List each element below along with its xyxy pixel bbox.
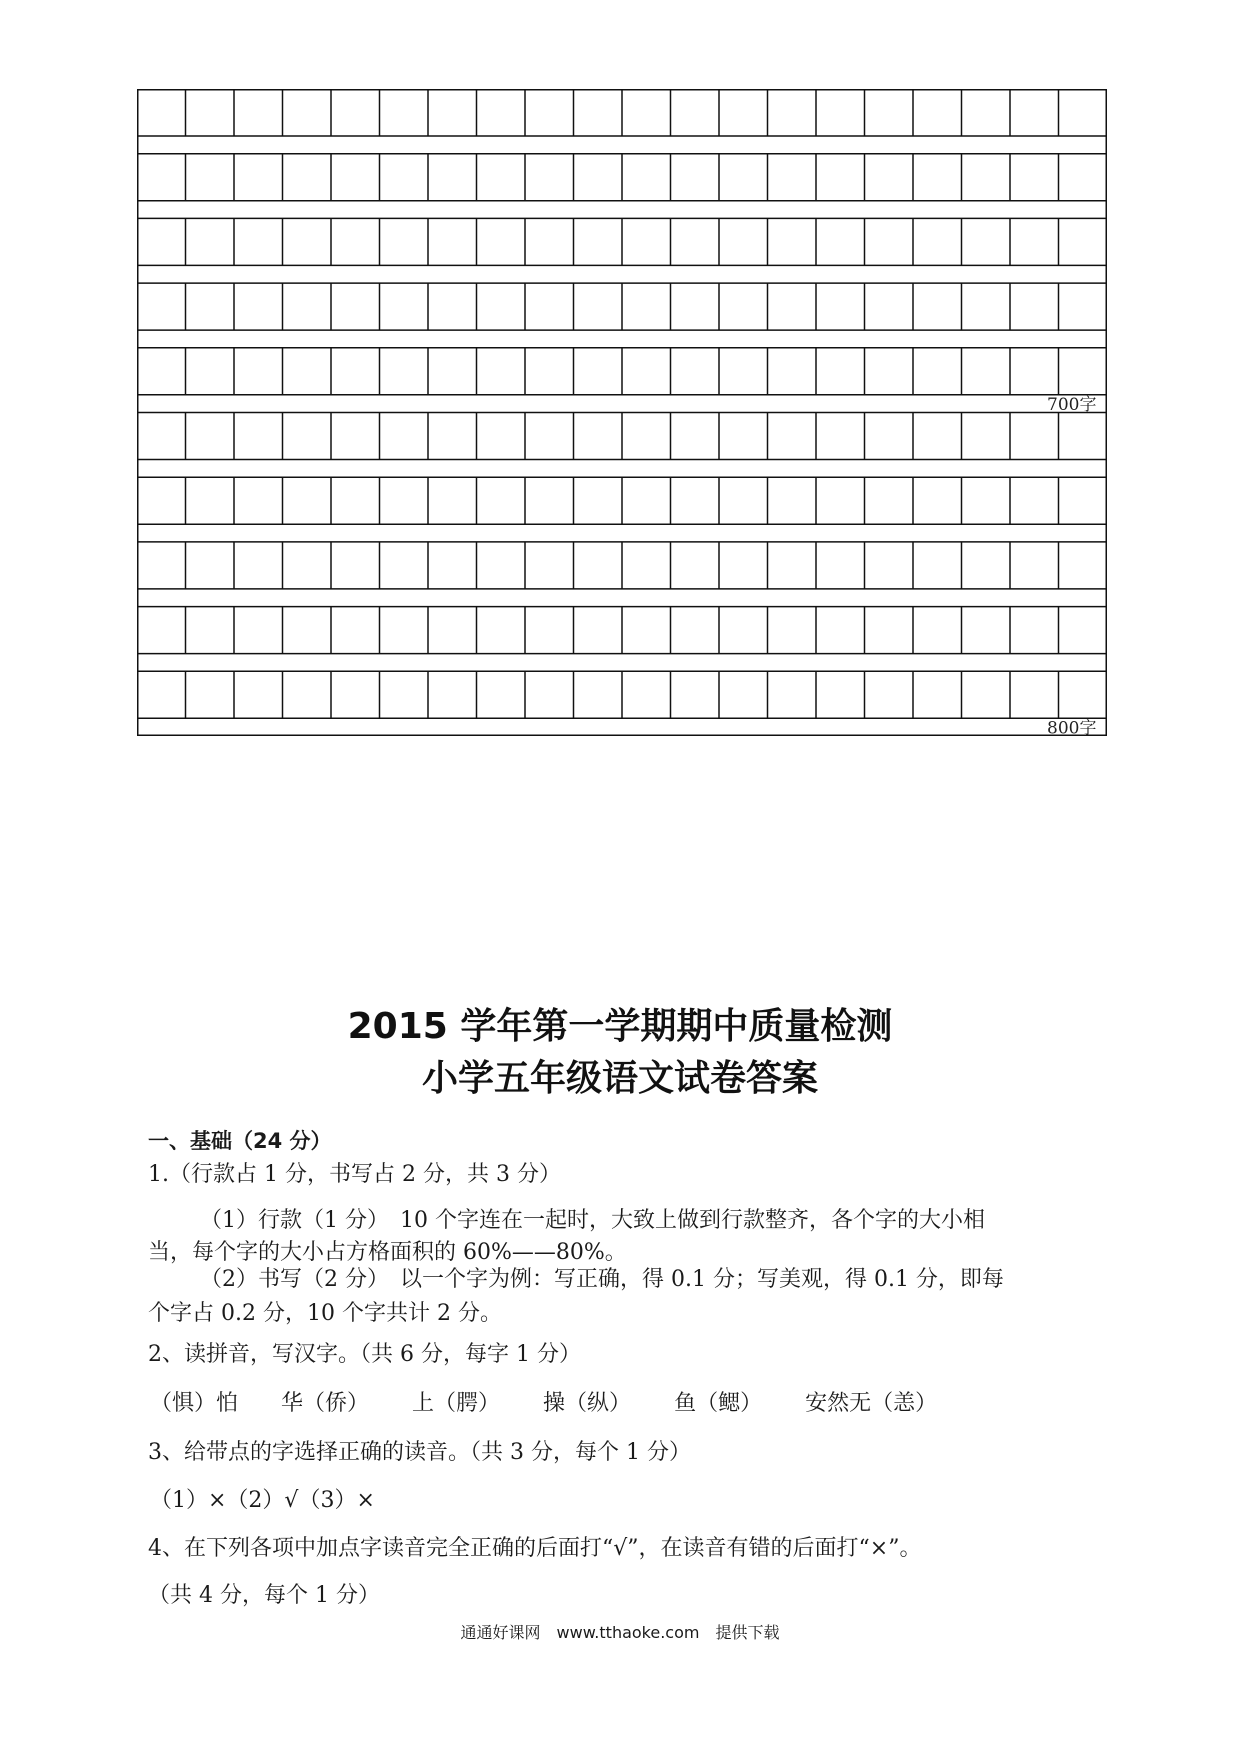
answer-title-line1: 2015 学年第一学期期中质量检测 xyxy=(347,1006,893,1047)
composition-grid xyxy=(137,89,1107,736)
grid-word-count-marker: 800字 xyxy=(1047,718,1097,736)
answer-title-line2: 小学五年级语文试卷答案 xyxy=(421,1058,818,1099)
q4-subheading: （共 4 分，每个 1 分） xyxy=(148,1583,380,1608)
q2-word: 鱼（鳃） xyxy=(674,1391,763,1416)
q1-p2-line1: （2）书写（2 分） 以一个字为例：写正确，得 0.1 分；写美观，得 0.1 分，即每 xyxy=(200,1267,1004,1292)
q3-answer: （1）×（2）√（3）× xyxy=(150,1488,375,1513)
q1-p2-line2: 个字占 0.2 分，10 个字共计 2 分。 xyxy=(148,1301,502,1326)
q3-heading: 3、给带点的字选择正确的读音。（共 3 分，每个 1 分） xyxy=(148,1440,691,1465)
section1-heading: 一、基础（24 分） xyxy=(148,1129,332,1153)
q2-word: （惧）怕 xyxy=(150,1391,239,1416)
q1-p1-line2: 当，每个字的大小占方格面积的 60%——80%。 xyxy=(148,1240,627,1265)
q2-word: 操（纵） xyxy=(543,1391,632,1416)
q2-heading: 2、读拼音，写汉字。（共 6 分，每字 1 分） xyxy=(148,1342,581,1367)
footer-watermark: 通通好课网 www.tthaoke.com 提供下载 xyxy=(460,1623,780,1642)
q2-answer-row xyxy=(150,1389,937,1419)
q1-p1-line1: （1）行款（1 分） 10 个字连在一起时，大致上做到行款整齐，各个字的大小相 xyxy=(200,1208,985,1233)
q2-word: 安然无（恙） xyxy=(805,1391,938,1416)
q2-word: 上（腭） xyxy=(412,1391,501,1416)
grid-word-count-marker: 700字 xyxy=(1047,394,1097,415)
q4-heading: 4、在下列各项中加点字读音完全正确的后面打“√”，在读音有错的后面打“×”。 xyxy=(148,1536,922,1561)
q2-word: 华（侨） xyxy=(281,1391,370,1416)
q1-heading: 1.（行款占 1 分，书写占 2 分，共 3 分） xyxy=(148,1162,561,1187)
